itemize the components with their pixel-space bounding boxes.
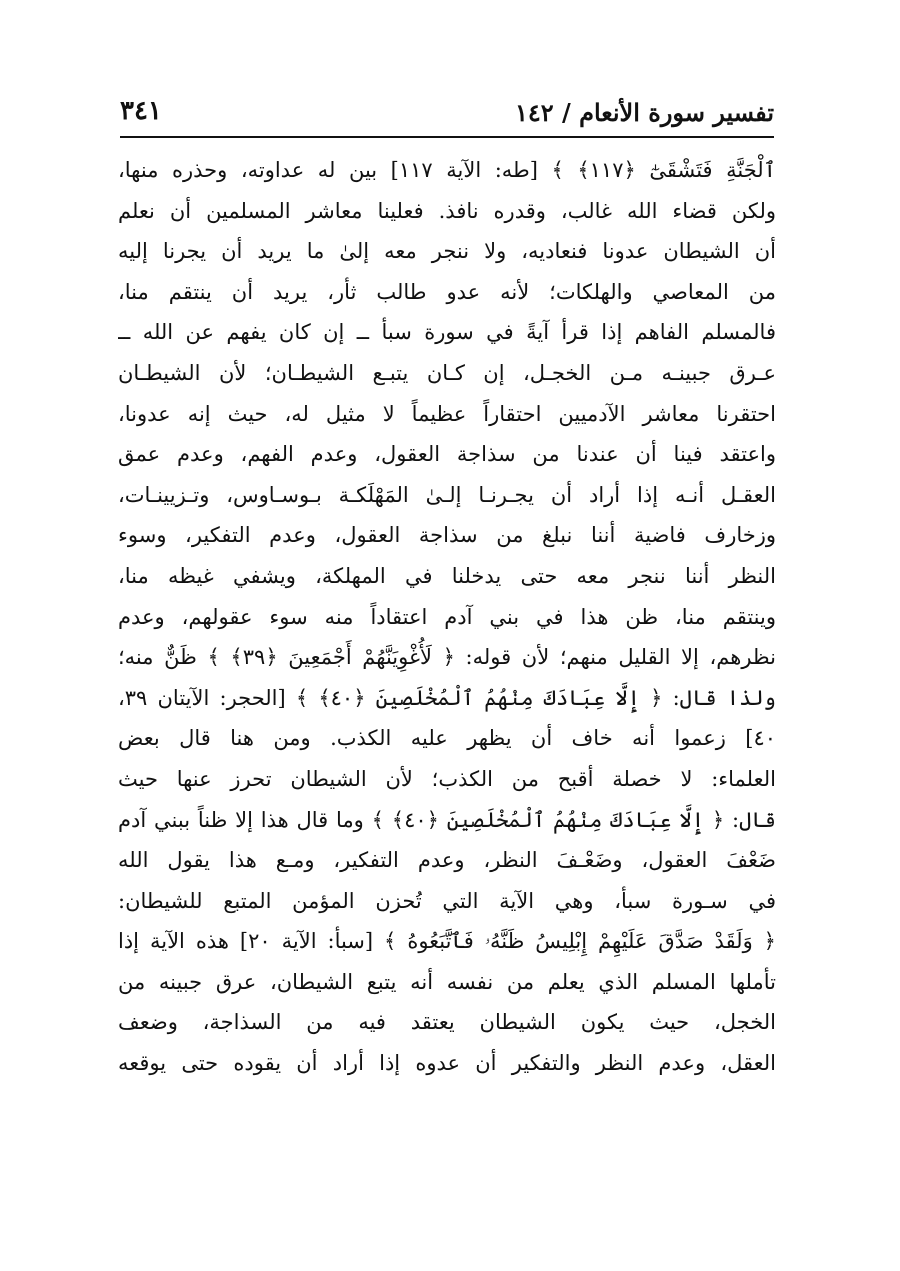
text-line: النظر أننا ننجر معه حتى يدخلنا في المهلكة، ويشفي غيظه منا، [118, 563, 776, 588]
text-line: ٤٠] زعموا أنه خاف أن يظهر عليه الكذب. ومن هنا قال بعض [118, 726, 776, 751]
text-line: عـرق جبينـه مـن الخجـل، إن كـان يتبـع الشيطـان؛ لأن الشيطـان [118, 360, 776, 385]
text-line: ولكن قضاء الله غالب، وقدره نافذ. فعلينا معاشر المسلمين أن نعلم [118, 198, 776, 223]
text-line: وزخارف فاضية أننا نبلغ من سذاجة العقول، وعدم التفكير، وسوء [118, 523, 776, 548]
text-line: أن الشيطان عدونا فنعاديه، ولا ننجر معه إلىٰ ما يريد أن يجرنا إليه [118, 239, 776, 264]
text-line: احتقرنا معاشر الآدميين احتقاراً عظيماً لا مثيل له، حيث إنه عدونا، [118, 401, 776, 426]
page-number: ٣٤١ [120, 96, 162, 126]
page-header [120, 92, 774, 138]
text-line: العقـل أنـه إذا أراد أن يجـرنـا إلـىٰ المَهْلَكـة بـوسـاوس، وتـزيينـات، [118, 482, 776, 507]
text-line: قال: ﴿ إِلَّا عِبَادَكَ مِنْهُمُ ٱلْمُخْلَصِينَ ﴿٤٠﴾ ﴾ وما قال هذا إلا ظناً ببني آدم [118, 807, 776, 832]
text-line: في سـورة سبأ، وهي الآية التي تُحزن المؤمن المتبع للشيطان: [118, 888, 776, 913]
text-line: تأملها المسلم الذي يعلم من نفسه أنه يتبع الشيطان، عرق جبينه من [118, 969, 776, 994]
text-line: فالمسلم الفاهم إذا قرأ آيةً في سورة سبأ ــ إن كان يفهم عن الله ــ [118, 320, 776, 345]
text-line: العقل، وعدم النظر والتفكير أن عدوه إذا أراد أن يقوده حتى يوقعه [118, 1051, 776, 1076]
text-line: ٱلْجَنَّةِ فَتَشْقَىٰٓ ﴿١١٧﴾ ﴾ [طه: الآية ١١٧] بين له عداوته، وحذره منها، [118, 158, 776, 182]
text-line: واعتقد فينا أن عندنا من سذاجة العقول، وعدم الفهم، وعدم عمق [118, 442, 776, 467]
text-line: العلماء: لا خصلة أقبح من الكذب؛ لأن الشيطان تحرز عنها حيث [118, 766, 776, 791]
body-text [118, 150, 776, 1084]
text-line: ضَعْفَ العقول، وضَعْـفَ النظر، وعدم التفكير، ومـع هذا يقول الله [118, 848, 776, 873]
text-line: وينتقم منا، ظن هذا في بني آدم اعتقاداً منه سوء عقولهم، وعدم [118, 604, 776, 629]
text-line: من المعاصي والهلكات؛ لأنه عدو طالب ثأر، يريد أن ينتقم منا، [118, 279, 776, 304]
text-line: ولذا قال: ﴿ إِلَّا عِبَادَكَ مِنْهُمُ ٱلْمُخْلَصِينَ ﴿٤٠﴾ ﴾ [الحجر: الآيتان ٣٩، [118, 685, 776, 710]
text-line: ﴿ وَلَقَدْ صَدَّقَ عَلَيْهِمْ إِبْلِيسُ ظَنَّهُۥ فَٱتَّبَعُوهُ ﴾ [سبأ: الآية ٢٠] هذه الآية إذا [118, 929, 776, 954]
text-line: الخجل، حيث يكون الشيطان يعتقد فيه من السذاجة، وضعف [118, 1010, 776, 1035]
text-line: نظرهم، إلا القليل منهم؛ لأن قوله: ﴿ لَأُغْوِيَنَّهُمْ أَجْمَعِينَ ﴿٣٩﴾ ﴾ ظَنٌّ منه؛ [118, 645, 776, 670]
header-rule [120, 136, 774, 138]
running-title: تفسير سورة الأنعام / ١٤٢ [514, 98, 774, 127]
